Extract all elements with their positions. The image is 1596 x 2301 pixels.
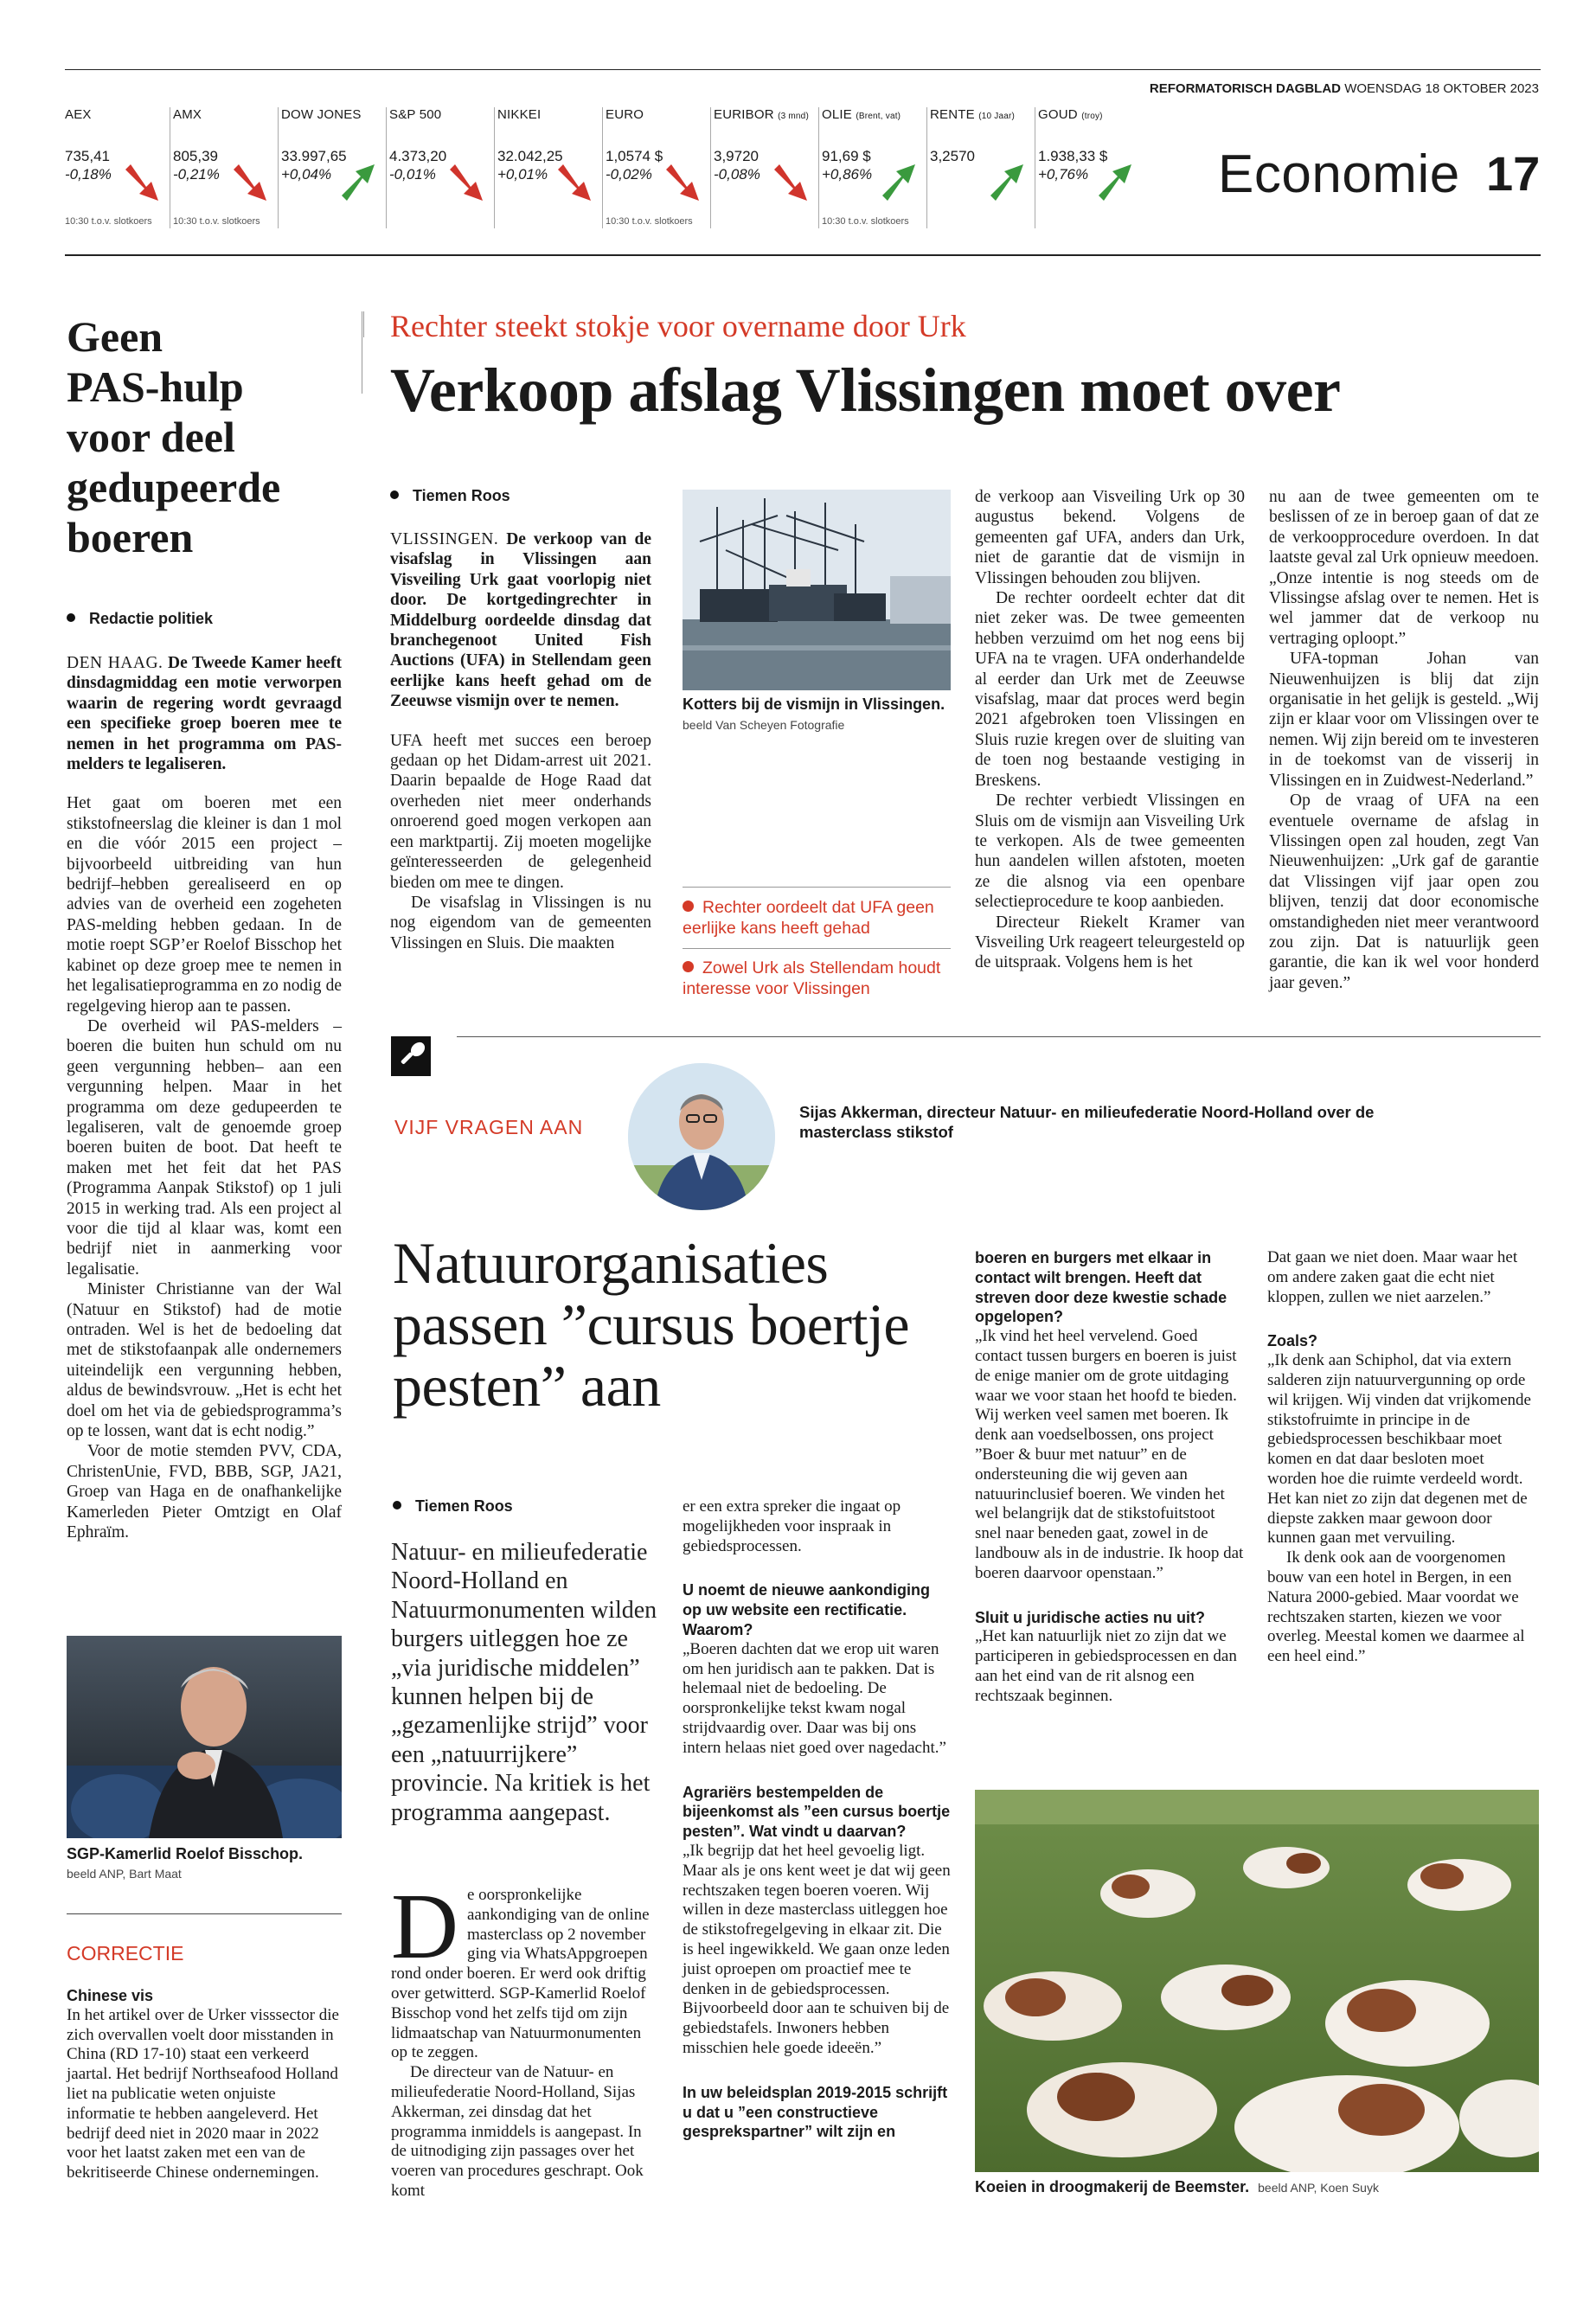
left-headline-line: Geen — [67, 312, 163, 361]
ticker-separator — [710, 107, 711, 228]
arrow-up-icon — [987, 161, 1027, 201]
bullet-dot-icon — [683, 961, 694, 972]
left-paragraph: Het gaat om boeren met een stikstofneerslag die kleiner is dan 1 mol en die vóór 2015 een project –bijvoorbeeld uitbreiding van hun bedrijf–hebben gerealiseerd en op advies van de overheid een zogeheten PAS-melding hebben gedaan. In de motie roept SGP’er Roelof Bisschop het kabinet op deze groep mee te nemen in het legalisatieprogramma en zo nodig de regelgeving hierop aan te passen. — [67, 794, 342, 1016]
bisschop-photo — [67, 1636, 342, 1838]
interview-question: Sluit u juridische acties nu uit? — [975, 1608, 1206, 1626]
interview-paragraph: e oorspronkelijke aankondiging van de online masterclass op 2 november ging via WhatsAppgroepen rond onder boeren. Er werd ook driftig over getwitterd. SGP-Kamerlid Roelof Bisschop vond het zelfs tijd om zijn lidmaatschap van Natuurmonumenten op te zeggen. — [391, 1886, 650, 2062]
bisschop-caption: SGP-Kamerlid Roelof Bisschop. — [67, 1845, 304, 1862]
byline-bullet-icon — [67, 613, 75, 622]
main-paragraph: De rechter verbiedt Vlissingen en Sluis om de vismijn aan Visveiling Urk te verkopen. Als de twee gemeenten hun aandelen willen afstoten, moeten ze die alsnog via een openbare selectieprocedure te koop aanbieden. — [975, 792, 1245, 912]
ticker-separator — [926, 107, 927, 228]
main-lead: De verkoop van de visafslag in Vlissingen aan Visveiling Urk gaat voorlopig niet door. De kortgedingrechter in Middelburg oordeelde dinsdag dat branchegenoot United Fish Auctions (UFA) in Stellendam geen eerlijke kans heeft gehad om de Zeeuwse vismijn over te nemen. — [390, 530, 651, 711]
market-ticker — [65, 107, 1108, 237]
ticker-value: 32.042,25 — [497, 148, 563, 164]
harbour-photo — [683, 490, 951, 690]
left-paragraph: De overheid wil PAS-melders –boeren die buiten hun schuld om nu geen vergunning hebben– aan een vergunning helpen. Maar in het programma om deze gedupeerden te legaliseren, valt de genoemde groep boeren buiten de boot. Dat heeft te maken met het feit dat het PAS (Programma Aanpak Stikstof) op 1 juli 2015 in werking trad. Als een project al voor die tijd al klaar was, komt een bedrijf niet in aanmerking voor legalisatie. — [67, 1016, 342, 1279]
ticker-label-text: OLIE — [822, 107, 852, 122]
masthead-line — [1150, 81, 1539, 96]
ticker-note: 10:30 t.o.v. slotkoers — [173, 216, 260, 227]
ticker-change: +0,76% — [1038, 166, 1089, 183]
cows-credit: beeld ANP, Koen Suyk — [1258, 2181, 1379, 2195]
main-paragraph: De visafslag in Vlissingen is nu nog eigendom van de gemeenten Vlissingen en Sluis. Die maakten — [390, 893, 651, 952]
bullets-rule — [683, 887, 951, 888]
ticker-label — [1038, 107, 1103, 122]
ticker-item — [714, 107, 822, 228]
ticker-change: -0,21% — [173, 166, 220, 183]
left-paragraph: Voor de motie stemden PVV, CDA, ChristenUnie, FVD, BBB, SGP, JA21, Groep van Haga en de onafhankelijke Kamerleden Pieter Omtzigt en Olaf Ephraïm. — [67, 1442, 342, 1542]
ticker-label — [389, 107, 441, 122]
interview-question: U noemt de nieuwe aankondiging op uw website een rectificatie. Waarom? — [683, 1581, 931, 1638]
arrow-down-icon — [663, 164, 702, 204]
left-byline-text: Redactie politiek — [89, 610, 214, 627]
interview-subject: Sijas Akkerman, directeur Natuur- en milieufederatie Noord-Holland over de masterclass stikstof — [799, 1103, 1375, 1141]
cows-illustration — [975, 1790, 1539, 2172]
main-paragraph: Op de vraag of UFA na een eventuele overname de afslag in Vlissingen open zal houden, zegt Van Nieuwenhuijzen: „Urk gaf de garantie dat Vlissingen vijf jaar open zou blijven, tenzij dat door economische omstandigheden niet meer verantwoord zou zijn. Dat is natuurlijk geen garantie, die kan ik wel voor honderd jaar geven.” — [1269, 792, 1539, 992]
ticker-change: +0,86% — [822, 166, 873, 183]
ticker-label — [714, 107, 809, 122]
ticker-label-text: EURO — [606, 107, 644, 122]
left-paragraph: Minister Christianne van der Wal (Natuur en Stikstof) had de motie ontraden. Wel is het de bedoeling dat met de stikstofaanpak alle ondernemers uiteindelijk een vergunning hebben, aldus de bewindsvrouw. „Het is echt het doel om het via de gebiedsprogramma’s op te lossen, want dat is echt nodig.” — [67, 1280, 342, 1441]
issue-date: WOENSDAG 18 OKTOBER 2023 — [1344, 81, 1539, 96]
cows-caption — [975, 2177, 1379, 2198]
ticker-label-text: NIKKEI — [497, 107, 542, 122]
interview-label: VIJF VRAGEN AAN — [394, 1116, 584, 1138]
interview-question: Agrariërs bestempelden de bijeenkomst als ”een cursus boertje pesten”. Wat vindt u daarvan? — [683, 1783, 951, 1841]
ticker-label-text: AMX — [173, 107, 202, 122]
bullet-dot-icon — [683, 901, 694, 912]
main-col-1 — [390, 529, 651, 953]
correction-body — [67, 1986, 342, 2183]
ticker-label — [822, 107, 901, 122]
harbour-caption-text: Kotters bij de vismijn in Vlissingen. — [683, 695, 945, 713]
interview-answer: „Het kan natuurlijk niet zo zijn dat we participeren in gebiedsprocessen en dan aan het eind van de rit alsnog een rechtszaak beginnen. — [975, 1627, 1237, 1705]
interview-col-3 — [975, 1248, 1245, 1707]
ticker-sublabel: (10 Jaar) — [978, 112, 1016, 121]
dropcap: D — [391, 1875, 458, 1978]
left-body — [67, 653, 342, 1542]
interview-intro: Natuur- en milieufederatie Noord-Holland en Natuurmonumenten wilden burgers uitleggen hoe ze „via juridische middelen” kunnen helpen bij de „gezamenlijke strijd” voor een „natuurrijkere” provincie. Na kritiek is het programma aangepast. — [391, 1539, 657, 1826]
ticker-value: 91,69 $ — [822, 148, 871, 164]
ticker-value: 1,0574 $ — [606, 148, 663, 164]
ticker-label — [65, 107, 92, 122]
ticker-item — [281, 107, 389, 228]
ticker-label — [497, 107, 541, 122]
ticker-change: -0,01% — [389, 166, 436, 183]
left-headline-line: gedupeerde — [67, 463, 281, 511]
arrow-up-icon — [338, 161, 378, 201]
arrow-up-icon — [879, 161, 919, 201]
main-paragraph: De rechter oordeelt echter dat dit niet zeker was. De twee gemeenten hebben verzuimd om het nog eens bij UFA na te vragen. UFA onderhandelde al eerder dan Urk met de Zeeuwse visafslag, maar dat proces werd begin 2021 afgebroken toen Vlissingen en Sluis ruzie kregen over de sluiting van de toen nog bestaande vestiging in Breskens. — [975, 589, 1245, 790]
ticker-change: +0,04% — [281, 166, 332, 183]
ticker-change: -0,08% — [714, 166, 760, 183]
bullets-rule — [683, 948, 951, 949]
ticker-label-text: RENTE — [930, 107, 975, 122]
main-paragraph: UFA heeft met succes een beroep gedaan op het Didam-arrest uit 2021. Daarin bepaalde de Hoge Raad dat overheden niet meer onderhands onroerend goed mogen verkopen aan een marktpartij. Zij moeten mogelijke geïnteresseerden de gelegenheid bieden om mee te dingen. — [390, 731, 651, 892]
header-rule — [65, 254, 1541, 256]
arrow-down-icon — [122, 164, 162, 204]
ticker-separator — [602, 107, 603, 228]
correction-label: CORRECTIE — [67, 1942, 184, 1965]
ticker-value: 735,41 — [65, 148, 110, 164]
ticker-change: +0,01% — [497, 166, 548, 183]
ticker-separator — [386, 107, 387, 228]
ticker-sublabel: (troy) — [1081, 112, 1103, 121]
ticker-item — [65, 107, 173, 228]
akkerman-illustration — [628, 1063, 775, 1210]
ticker-label — [930, 107, 1015, 122]
main-paragraph: UFA-topman Johan van Nieuwenhuijzen is blij dat zijn organisatie in het gelijk is gesteld. „Wij zijn er klaar voor om Vlissingen over te nemen. Wij zijn bereid om te investeren in de toekomst van de visserij in Vlissingen en in Zuidwest-Nederland.” — [1269, 650, 1539, 790]
main-kicker: Rechter steekt stokje voor overname door Urk — [390, 309, 966, 343]
ticker-item — [606, 107, 714, 228]
main-byline — [390, 487, 510, 505]
interview-paragraph: Ik denk ook aan de voorgenomen bouw van een hotel in Bergen, in een Natura 2000-gebied. Maar voordat we rechtszaken starten, kiezen we voor overleg. Meestal komen we daarmee al een heel eind.” — [1267, 1548, 1525, 1666]
main-paragraph: Directeur Riekelt Kramer van Visveiling Urk reageert teleurgesteld op de uitspraak. Volgens hem is het — [975, 913, 1245, 972]
interview-paragraph: er een extra spreker die ingaat op mogelijkheden voor inspraak in gebiedsprocessen. — [683, 1497, 901, 1555]
ticker-item — [930, 107, 1038, 228]
main-dateline: VLISSINGEN. — [390, 530, 499, 548]
cows-photo — [975, 1790, 1539, 2172]
correction-rule — [67, 1913, 342, 1914]
ticker-sublabel: (3 mnd) — [778, 112, 809, 121]
main-bullet-text: Rechter oordeelt dat UFA geen eerlijke kans heeft gehad — [683, 898, 934, 938]
interview-rule — [457, 1036, 1541, 1037]
akkerman-photo — [628, 1063, 775, 1210]
main-byline-text: Tiemen Roos — [413, 487, 510, 504]
interview-question: Zoals? — [1267, 1332, 1318, 1350]
ticker-separator — [494, 107, 495, 228]
main-bullet — [683, 958, 955, 999]
interview-col-1 — [391, 1875, 652, 2202]
interview-byline — [393, 1497, 513, 1516]
ticker-value: 1.938,33 $ — [1038, 148, 1108, 164]
interview-question: boeren en burgers met elkaar in contact wilt brengen. Heeft dat streven door deze kwestie schade opgelopen? — [975, 1249, 1227, 1326]
ticker-value: 3,9720 — [714, 148, 759, 164]
interview-answer: „Ik begrijp dat het heel gevoelig ligt. Maar als je ons kent weet je dat wij geen rechtszaken tegen boeren voeren. Wij willen in deze masterclass uitleggen hoe de stikstofregelgeving in elkaar zit. Die is heel ingewikkeld. We gaan onze leden juist oproepen om proactief mee te denken in de gebiedsprocessen. Bijvoorbeeld door aan te schuiven bij de gebiedstafels. Inwoners hebben misschien hele goede ideeën.” — [683, 1841, 951, 2057]
interview-paragraph: De directeur van de Natuur- en milieufederatie Noord-Holland, Sijas Akkerman, zei dinsdag dat het programma inmiddels is aangepast. In de uitnodiging zijn passages over het voeren van procedures geschrapt. Ook komt — [391, 2063, 644, 2200]
ticker-item — [822, 107, 930, 228]
left-lead: De Tweede Kamer heeft dinsdagmiddag een motie verworpen waarin de regering wordt gevraagd een specifieke groep boeren mee te nemen in het programma om PAS-melders te legaliseren. — [67, 654, 342, 774]
main-paragraph: de verkoop aan Visveiling Urk op 30 augustus bekend. Volgens de gemeenten gaf UFA, anders dan Urk, niet de garantie dat de vismijn in Vlissingen behouden zou blijven. — [975, 488, 1245, 587]
ticker-note: 10:30 t.o.v. slotkoers — [65, 216, 152, 227]
correction-title: Chinese vis — [67, 1987, 154, 2004]
arrow-down-icon — [230, 164, 270, 204]
interview-question: In uw beleidsplan 2019-2015 schrijft u dat u ”een constructieve gesprekspartner” wilt zijn en — [683, 2083, 948, 2141]
ticker-item — [173, 107, 281, 228]
ticker-separator — [818, 107, 819, 228]
arrow-up-icon — [1095, 161, 1135, 201]
left-dateline: DEN HAAG. — [67, 654, 163, 672]
ticker-label — [173, 107, 202, 122]
interview-headline: Natuurorganisaties passen ”cursus boertje pesten” aan — [393, 1230, 910, 1419]
left-headline — [67, 311, 343, 562]
kicker-separator — [363, 311, 364, 337]
portrait-illustration — [67, 1636, 342, 1838]
interview-byline-text: Tiemen Roos — [415, 1497, 513, 1515]
main-bullet-text: Zowel Urk als Stellendam houdt interesse voor Vlissingen — [683, 958, 941, 998]
ticker-value: 805,39 — [173, 148, 218, 164]
interview-answer: „Ik denk aan Schiphol, dat via extern salderen zijn natuurvergunning op orde wil krijgen. Wij vinden dat vrijkomende stikstofruimte in principe in de gebiedsprocessen beschikbaar moet komen en dat daar besloten moet worden hoe die ruimte verdeeld wordt. Het kan niet zo zijn dat degenen met de diepste zakken maar gewoon door kunnen gaan met vervuiling. — [1267, 1351, 1531, 1548]
arrow-down-icon — [554, 164, 594, 204]
ticker-item — [1038, 107, 1146, 228]
ticker-label-text: GOUD — [1038, 107, 1078, 122]
arrow-down-icon — [446, 164, 486, 204]
ticker-item — [389, 107, 497, 228]
left-headline-line: boeren — [67, 513, 194, 561]
interview-answer: „Ik vind het heel vervelend. Goed contact tussen burgers en boeren is juist de enige manier om de grote uitdaging waar we voor staan het hoofd te bieden. Wij werken veel samen met boeren. Ik denk aan voedselbossen, ons project ”Boer & buur met natuur” en de ondersteuning die wij geven aan natuurinclusief boeren. We vinden het wel belangrijk dat de stikstofuitstoot snel naar beneden gaat, zowel in de landbouw als in de industrie. Ik hoop dat boeren daarvoor openstaan.” — [975, 1327, 1244, 1582]
ticker-note: 10:30 t.o.v. slotkoers — [822, 216, 909, 227]
bisschop-credit: beeld ANP, Bart Maat — [67, 1867, 182, 1881]
ticker-label-text: S&P 500 — [389, 107, 442, 122]
page-number: 17 — [1486, 146, 1541, 201]
main-paragraph: nu aan de twee gemeenten om te beslissen of ze in beroep gaan of dat ze de verkoopprocedure overdoen. In dat laatste geval zal Urk opnieuw meedoen. „Onze intentie is nog steeds om de Vlissingse afslag over te nemen. Het is wel jammer dat de verkoop nu vertraging oploopt.” — [1269, 488, 1539, 648]
interview-col-4 — [1267, 1248, 1537, 1667]
ticker-label — [606, 107, 644, 122]
harbour-caption — [683, 695, 952, 735]
ticker-item — [497, 107, 606, 228]
ticker-change: -0,02% — [606, 166, 652, 183]
left-byline — [67, 610, 213, 628]
byline-bullet-icon — [390, 490, 399, 499]
main-col-3 — [975, 487, 1245, 973]
ticker-value: 33.997,65 — [281, 148, 347, 164]
correction-text: In het artikel over de Urker visssector die zich overvallen voelt door misstanden in China (RD 17-10) staat een verkeerd jaartal. Het bedrijf Northseafood Holland liet na publicatie weten onjuiste informatie te hebben aangeleverd. Het bedrijf deed niet in 2020 maar in 2022 voor het laatst zaken met een van de bekritiseerde Chinese ondernemingen. — [67, 2005, 339, 2182]
ticker-label — [281, 107, 362, 122]
interview-col-2 — [683, 1497, 951, 2142]
ticker-value: 4.373,20 — [389, 148, 447, 164]
main-bullet — [683, 897, 955, 939]
ticker-change: -0,18% — [65, 166, 112, 183]
microphone-icon — [391, 1036, 431, 1076]
ticker-label-text: EURIBOR — [714, 107, 774, 122]
cows-caption-text: Koeien in droogmakerij de Beemster. — [975, 2178, 1250, 2195]
ticker-label-text: AEX — [65, 107, 92, 122]
left-headline-line: PAS-hulp — [67, 362, 244, 411]
interview-paragraph: Dat gaan we niet doen. Maar waar het om andere zaken gaat die echt niet kloppen, zullen we niet aarzelen.” — [1267, 1248, 1518, 1306]
main-headline: Verkoop afslag Vlissingen moet over — [390, 356, 1341, 425]
paper-name: REFORMATORISCH DAGBLAD — [1149, 81, 1342, 96]
byline-bullet-icon — [393, 1501, 401, 1509]
ticker-label-text: DOW JONES — [281, 107, 362, 122]
ticker-note: 10:30 t.o.v. slotkoers — [606, 216, 693, 227]
ticker-separator — [278, 107, 279, 228]
section-title: Economie — [1218, 144, 1460, 204]
harbour-illustration — [683, 490, 951, 690]
top-rule — [65, 69, 1541, 70]
left-headline-line: voor deel — [67, 413, 235, 461]
harbour-credit: beeld Van Scheyen Fotografie — [683, 718, 845, 732]
ticker-sublabel: (Brent, vat) — [856, 112, 901, 121]
arrow-down-icon — [771, 164, 811, 204]
ticker-value: 3,2570 — [930, 148, 975, 164]
interview-answer: „Boeren dachten dat we erop uit waren om hen juridisch aan te pakken. Dat is helemaal niet de bedoeling. De oorspronkelijke tekst kwam nogal strijdvaardig over. Daar was bij ons intern helaas niet goed over nagedacht.” — [683, 1639, 946, 1757]
main-col-4 — [1269, 487, 1539, 993]
